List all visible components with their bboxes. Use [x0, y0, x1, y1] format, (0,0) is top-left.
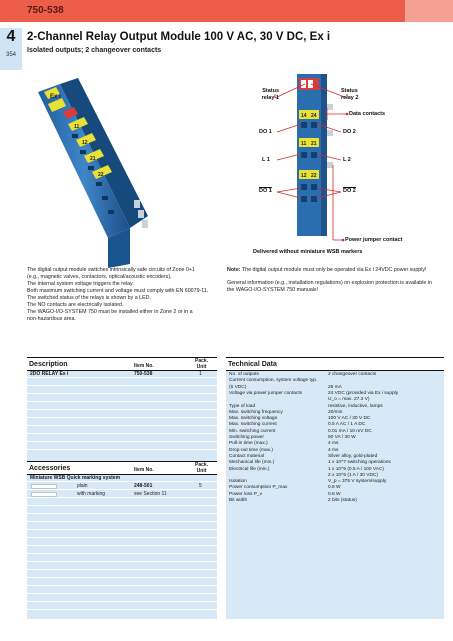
table-row: with marking see Section 11	[27, 491, 217, 498]
technical-data-value: 0.8 W	[328, 485, 341, 491]
technical-data-value: 1 x 10^5 (0.5 A / 100 VAC)	[328, 466, 385, 472]
label-status-relay-1: Status relay 1	[261, 88, 279, 101]
technical-data-table	[226, 357, 444, 619]
technical-data-key: Power consumption P_max	[229, 485, 288, 491]
label-do1: DO 1	[259, 129, 272, 135]
terminal-label-12b: 12	[301, 173, 307, 179]
terminal-label-14: 14	[301, 113, 307, 119]
terminal-label-11b: 11	[301, 141, 307, 147]
terminal-label-21b: 21	[311, 141, 317, 147]
technical-data-key: Pull-in time (max.)	[229, 441, 268, 447]
label-do2-bar: DO 2	[343, 188, 356, 194]
technical-data-value: 2 x 10^5 (1 A / 30 VDC)	[328, 472, 378, 478]
technical-data-key: Mechanical life (min.)	[229, 460, 275, 466]
table-row: plain 248-501 5	[27, 483, 217, 490]
diagram-module	[297, 74, 321, 236]
terminal-label-12: 12	[82, 140, 88, 146]
label-l2: L 2	[343, 157, 351, 163]
chapter-number: 4	[6, 28, 16, 45]
accessories-table-header: Accessories Item No. Pack. Unit	[27, 461, 217, 475]
technical-data-key: Contact material	[229, 453, 264, 459]
technical-data-value: 50 VA / 30 W	[328, 435, 356, 440]
product-image	[30, 78, 180, 268]
technical-data-header: Technical Data	[226, 357, 444, 371]
page-number: 354	[5, 52, 16, 58]
safety-note	[227, 267, 437, 300]
label-do2: DO 2	[343, 129, 356, 135]
technical-data-value: resistive, inductive, lamps	[328, 403, 383, 409]
label-power-jumper: Power jumper contact	[345, 237, 403, 243]
technical-data-value: 2 changeover contacts	[328, 372, 377, 377]
note-heading: Note:	[227, 267, 241, 273]
module-label-exi: Ex i	[50, 94, 61, 100]
header-bar	[0, 0, 453, 22]
label-status-relay-2: Status relay 2	[341, 88, 359, 101]
page-subtitle: Isolated outputs; 2 changeover contacts	[27, 47, 162, 54]
diagram-caption: Delivered without miniature WSB markers	[253, 249, 363, 255]
chapter-tab	[0, 28, 22, 70]
note-general: General information (e.g., installation regulations) on explosion protection is available in the WAGO-I/O-SYSTEM 750 manuals!	[227, 280, 432, 293]
technical-data-key: Isolation	[229, 479, 247, 485]
technical-data-value: 1 x 10^7 switching operations	[328, 460, 391, 466]
marker-strip-icon	[31, 492, 57, 497]
description-table-header: Description Item No. Pack. Unit	[27, 357, 217, 371]
module-description: The digital output module switches intrinsically safe circuits of Zone 0+1 (e.g., magnetic valves, contactors, optical/acoustic encoders). The internal system voltage triggers the relay. Both maximum switching current and voltage must comply with EN 60079-11. The switched status of the relays is shown by a LED. The NO contacts are electrically isolated. The WAGO-I/O-SYSTEM 750 must be installed either in Zone 2 or in a non-hazardous area.	[27, 267, 209, 322]
label-do1-bar: DO 1	[259, 188, 272, 194]
technical-data-key: Max. switching frequency	[229, 409, 283, 415]
marker-strip-icon	[31, 484, 57, 489]
technical-data-value: 26 mA	[328, 384, 342, 390]
label-l1: L 1	[262, 157, 270, 163]
technical-data-key: Type of load	[229, 403, 256, 409]
technical-data-value: 100 V AC / 30 V DC	[328, 416, 371, 422]
technical-data-value: 4 ms	[328, 447, 339, 453]
technical-data-value: Silver alloy, gold-plated	[328, 453, 378, 459]
technical-data-key: Drop-out time (max.)	[229, 447, 273, 453]
technical-data-key: Current consumption, system voltage typ.	[229, 378, 318, 384]
technical-data-value: 0.8 W	[328, 491, 341, 497]
technical-data-key: Min. switching current	[229, 428, 276, 434]
technical-data-key: (5 VDC)	[229, 384, 247, 390]
terminal-label-11: 11	[74, 124, 80, 130]
technical-data-key: No. of outputs	[229, 372, 259, 377]
table-row: 2DO RELAY Ex i 750-538 1	[27, 371, 217, 378]
technical-data-value: 4 ms	[328, 441, 339, 447]
technical-data-value: 0.01 mA / 10 mV DC	[328, 428, 372, 434]
header-accent	[405, 0, 453, 22]
terminal-label-21: 21	[90, 156, 96, 162]
page-title: 2-Channel Relay Output Module 100 V AC, 30 V DC, Ex i	[27, 31, 331, 43]
technical-data-key: Power loss P_v	[229, 491, 263, 497]
technical-data-key: Max. switching current	[229, 422, 277, 428]
item-code: 750-538	[27, 5, 64, 16]
description-table	[27, 357, 217, 619]
technical-data-key: Electrical life (min.)	[229, 466, 270, 472]
technical-data-key: Switching power	[229, 435, 264, 440]
technical-data-key: Max. switching voltage	[229, 416, 278, 422]
technical-data-value: 2 bits (status)	[328, 498, 357, 503]
technical-data-key: Voltage via power jumper contacts	[229, 390, 303, 396]
technical-data-value: U_o = max. 27.3 V)	[328, 397, 370, 403]
technical-data-value: 0.5 A AC / 1 A DC	[328, 422, 366, 428]
terminal-label-22b: 22	[311, 173, 317, 179]
label-data-contacts: Data contacts	[349, 111, 386, 117]
note-text: The digital output module must only be operated via Ex i 24VDC power supply!	[240, 267, 427, 273]
technical-data-value: 24 VDC (provided via Ex i supply	[328, 390, 399, 396]
technical-data-value: V_p = 375 V system/supply	[328, 479, 387, 485]
technical-data-value: 20/min	[328, 409, 343, 415]
terminal-label-24: 24	[311, 113, 317, 119]
terminal-label-22: 22	[98, 172, 104, 178]
technical-data-key: Bit width	[229, 498, 248, 503]
accessories-group: Miniature WSB Quick marking system	[27, 475, 217, 482]
